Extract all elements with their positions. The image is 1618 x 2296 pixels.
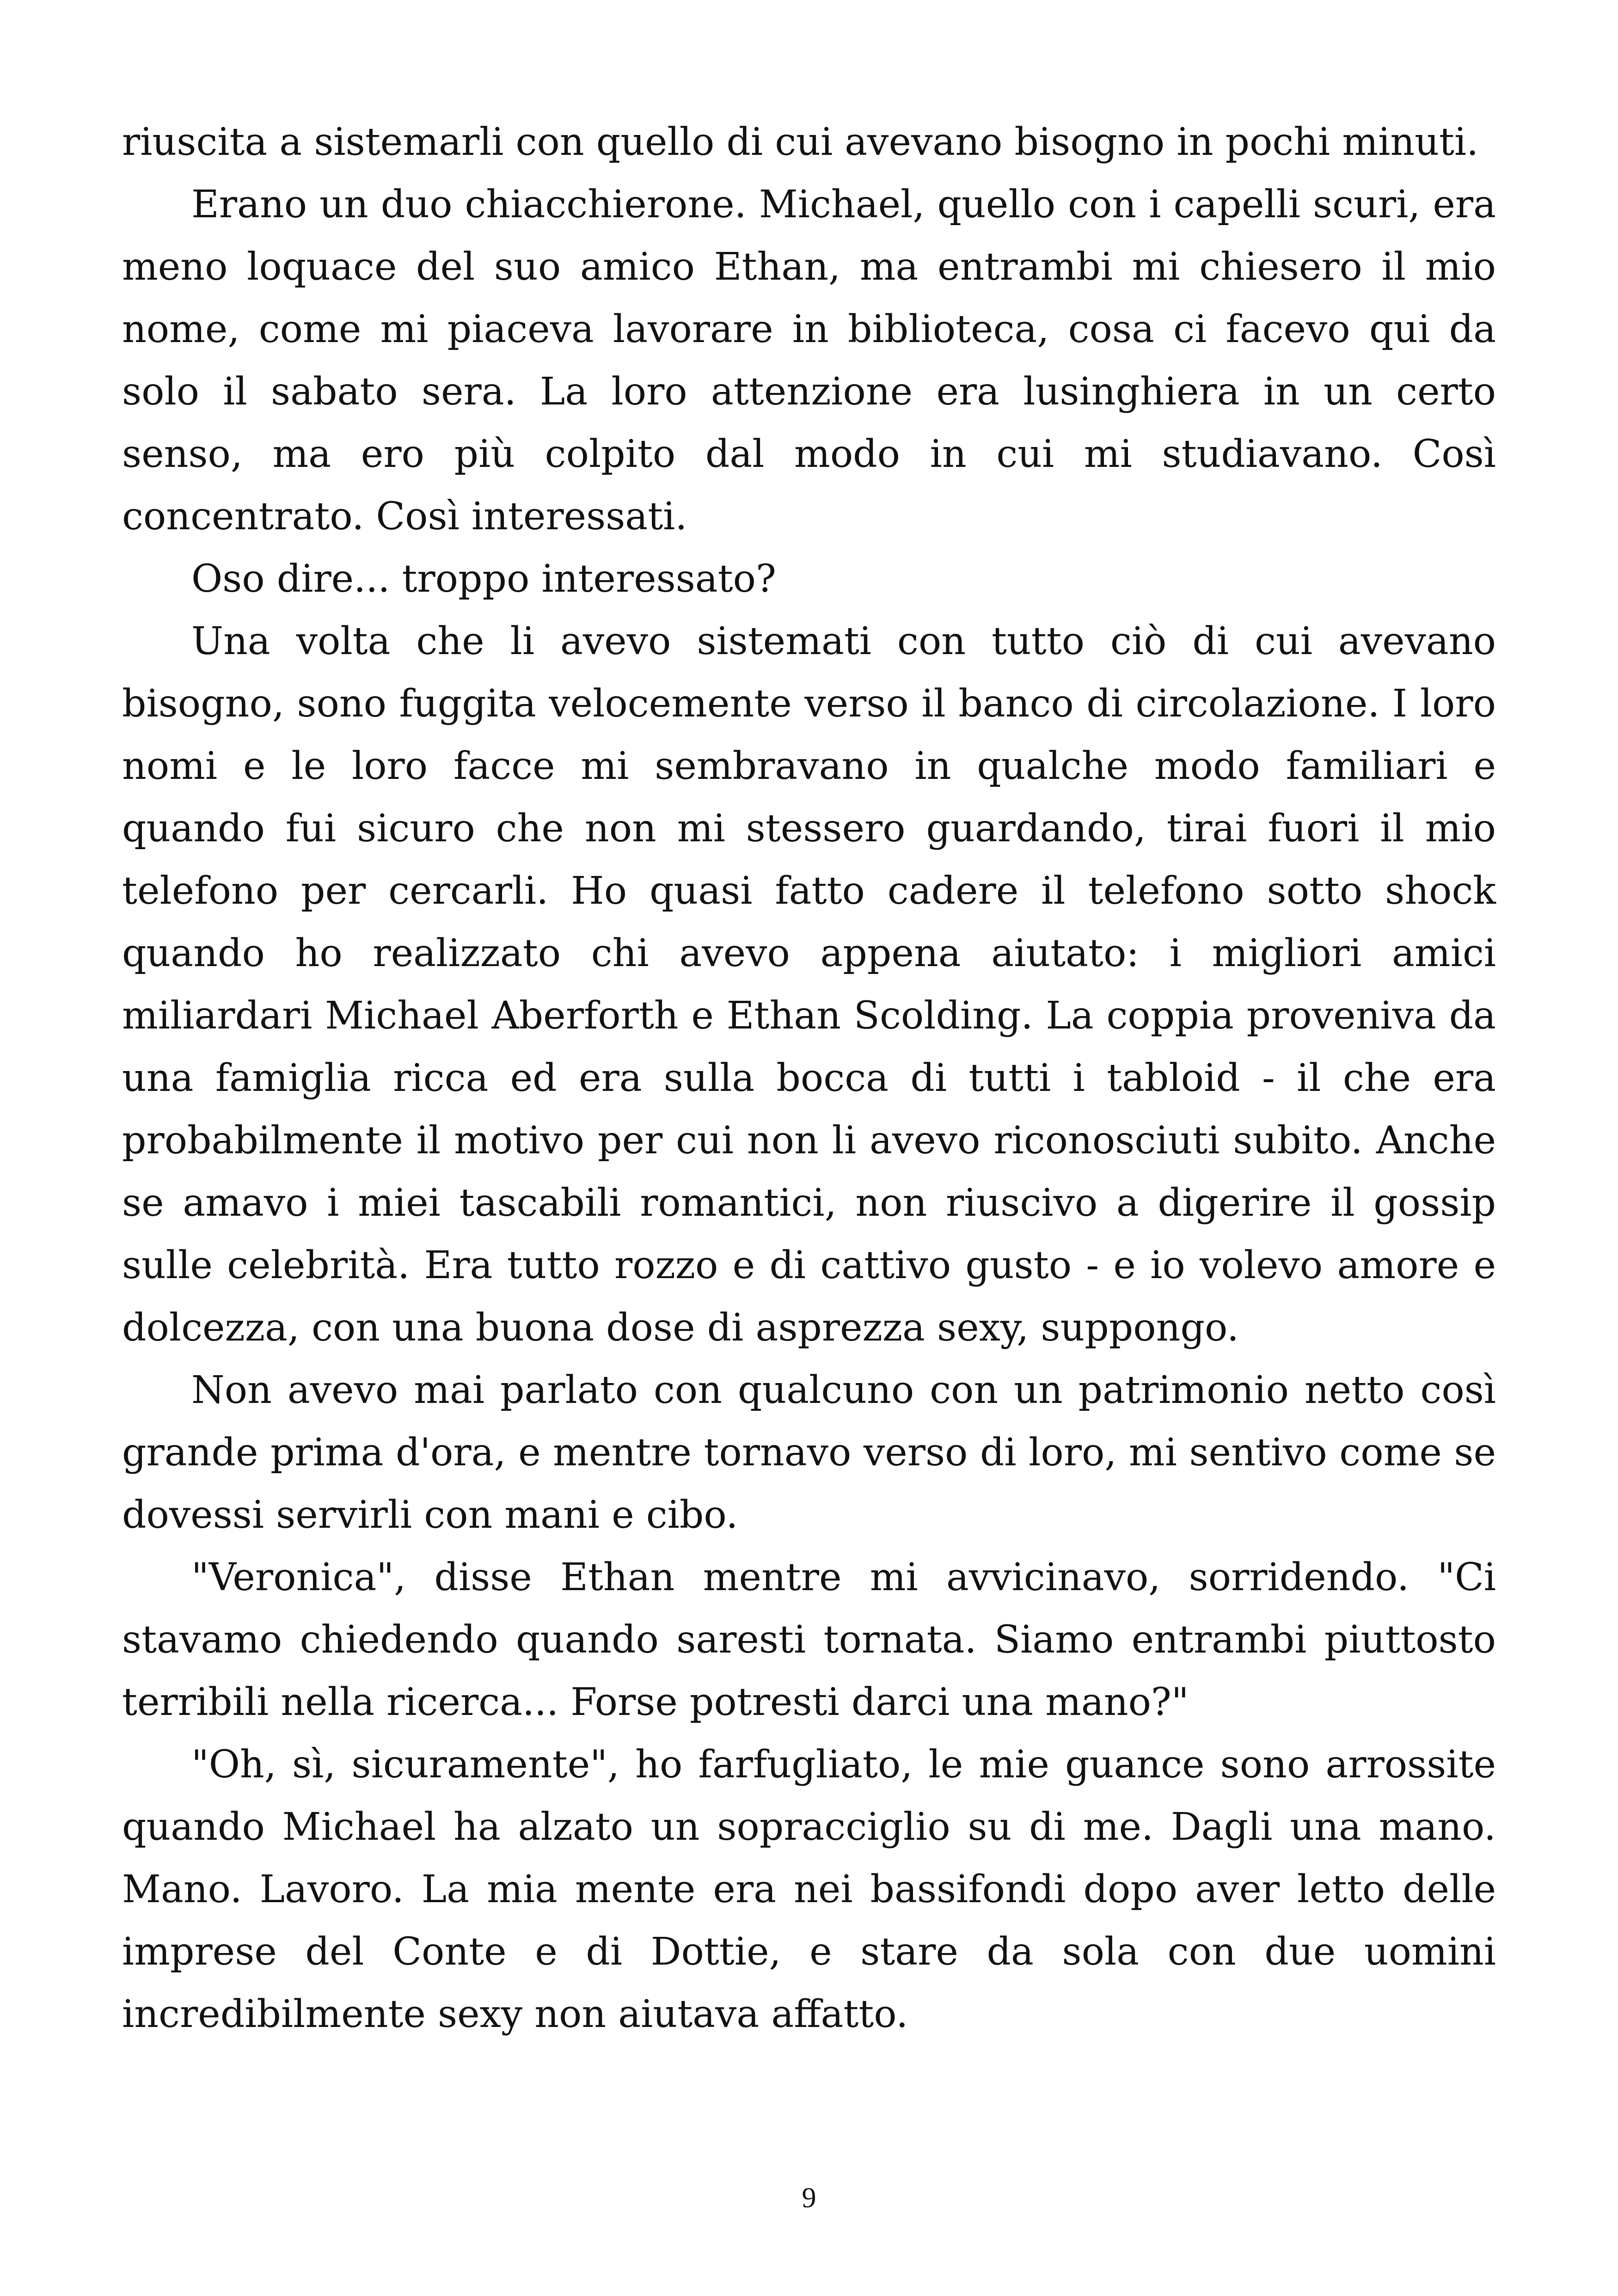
paragraph: "Oh, sì, sicuramente", ho farfugliato, le mie guance sono arrossite quando Michael ha alzato un sopracciglio su di me. Dagli una mano. Mano. Lavoro. La mia mente era nei bassifondi dopo aver letto delle imprese del Conte e di Dottie, e stare da sola con due uomini incredibilmente sexy non aiutava affatto. (122, 1743, 1496, 2036)
paragraph: Una volta che li avevo sistemati con tutto ciò di cui avevano bisogno, sono fuggita velocemente verso il banco di circolazione. I loro nomi e le loro facce mi sembravano in qualche modo familiari e quando fui sicuro che non mi stessero guardando, tirai fuori il mio telefono per cercarli. Ho quasi fatto cadere il telefono sotto shock quando ho realizzato chi avevo appena aiutato: i migliori amici miliardari Michael Aberforth e Ethan Scolding. La coppia proveniva da una famiglia ricca ed era sulla bocca di tutti i tabloid - il che era probabilmente il motivo per cui non li avevo riconosciuti subito. Anche se amavo i miei tascabili romantici, non riuscivo a digerire il gossip sulle celebrità. Era tutto rozzo e di cattivo gusto - e io volevo amore e dolcezza, con una buona dose di asprezza sexy, suppongo. (122, 619, 1496, 1350)
paragraph-continuation: riuscita a sistemarli con quello di cui avevano bisogno in pochi minuti. (122, 120, 1479, 164)
paragraph: Non avevo mai parlato con qualcuno con un patrimonio netto così grande prima d'ora, e mentre tornavo verso di loro, mi sentivo come se dovessi servirli con mani e cibo. (122, 1368, 1496, 1537)
paragraph: Oso dire... troppo interessato? (191, 557, 776, 601)
paragraph: "Veronica", disse Ethan mentre mi avvicinavo, sorridendo. "Ci stavamo chiedendo quando saresti tornata. Siamo entrambi piuttosto terribili nella ricerca... Forse potresti darci una mano?" (122, 1555, 1496, 1724)
page-number: 9 (802, 2182, 816, 2214)
paragraph: Erano un duo chiacchierone. Michael, quello con i capelli scuri, era meno loquace del suo amico Ethan, ma entrambi mi chiesero il mio nome, come mi piaceva lavorare in biblioteca, cosa ci facevo qui da solo il sabato sera. La loro attenzione era lusinghiera in un certo senso, ma ero più colpito dal modo in cui mi studiavano. Così concentrato. Così interessati. (122, 183, 1496, 539)
page-body (122, 111, 1496, 2045)
